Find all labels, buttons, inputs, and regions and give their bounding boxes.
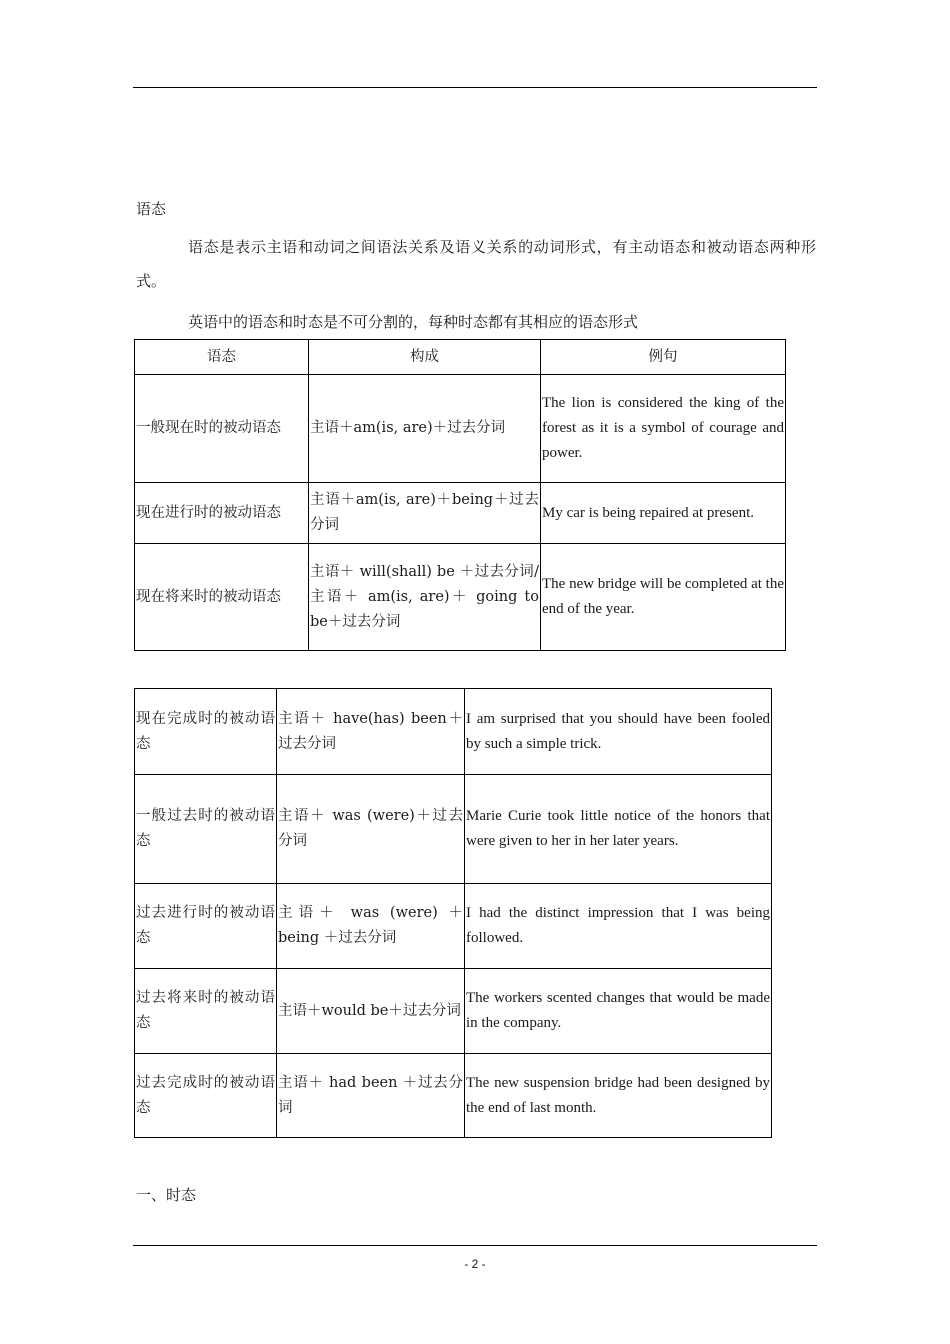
voice-cell: 一般过去时的被动语态 (135, 775, 277, 884)
header-example: 例句 (541, 340, 786, 375)
form-cell: 主语＋am(is, are)＋being＋过去分词 (309, 483, 541, 544)
header-rule (133, 87, 817, 88)
voice-cell: 一般现在时的被动语态 (135, 375, 309, 483)
table-header-row (135, 340, 786, 375)
voice-cell: 现在完成时的被动语态 (135, 689, 277, 775)
example-cell: I am surprised that you should have been fooled by such a simple trick. (465, 689, 772, 775)
example-cell: The workers scented changes that would be made in the company. (465, 969, 772, 1054)
voice-cell: 过去将来时的被动语态 (135, 969, 277, 1054)
table-row (135, 969, 772, 1054)
example-cell: The new suspension bridge had been designed by the end of last month. (465, 1054, 772, 1138)
voice-cell: 现在将来时的被动语态 (135, 544, 309, 651)
example-cell: The lion is considered the king of the forest as it is a symbol of courage and power. (541, 375, 786, 483)
voice-cell: 过去进行时的被动语态 (135, 884, 277, 969)
header-voice: 语态 (135, 340, 309, 375)
intro-line-2: 英语中的语态和时态是不可分割的，每种时态都有其相应的语态形式 (188, 313, 639, 331)
form-cell: 主语＋would be＋过去分词 (277, 969, 465, 1054)
section-heading: 一、时态 (136, 1186, 197, 1204)
example-cell: The new bridge will be completed at the end of the year. (541, 544, 786, 651)
form-cell: 主语＋ was (were)＋过去分词 (277, 775, 465, 884)
example-cell: My car is being repaired at present. (541, 483, 786, 544)
form-cell: 主语＋ have(has) been＋过去分词 (277, 689, 465, 775)
form-cell: 主语＋ was (were) ＋being ＋过去分词 (277, 884, 465, 969)
footer-rule (133, 1245, 817, 1246)
table-row (135, 483, 786, 544)
table-row (135, 544, 786, 651)
table-row (135, 375, 786, 483)
voice-cell: 过去完成时的被动语态 (135, 1054, 277, 1138)
voice-cell: 现在进行时的被动语态 (135, 483, 309, 544)
example-cell: I had the distinct impression that I was being followed. (465, 884, 772, 969)
page-number: - 2 - (464, 1257, 486, 1271)
table-row (135, 1054, 772, 1138)
form-cell: 主语＋am(is, are)＋过去分词 (309, 375, 541, 483)
header-form: 构成 (309, 340, 541, 375)
intro-paragraph: 语态是表示主语和动词之间语法关系及语义关系的动词形式，有主动语态和被动语态两种形式。 (136, 238, 816, 290)
table-passive-present-future (134, 339, 786, 651)
table-row (135, 689, 772, 775)
table-row (135, 884, 772, 969)
form-cell: 主语＋ had been ＋过去分词 (277, 1054, 465, 1138)
heading: 语态 (136, 200, 167, 218)
table-row (135, 775, 772, 884)
form-cell: 主语＋ will(shall) be ＋过去分词/主语＋ am(is, are)＋ going to be＋过去分词 (309, 544, 541, 651)
example-cell: Marie Curie took little notice of the honors that were given to her in her later years. (465, 775, 772, 884)
table-passive-perfect-past (134, 688, 772, 1138)
